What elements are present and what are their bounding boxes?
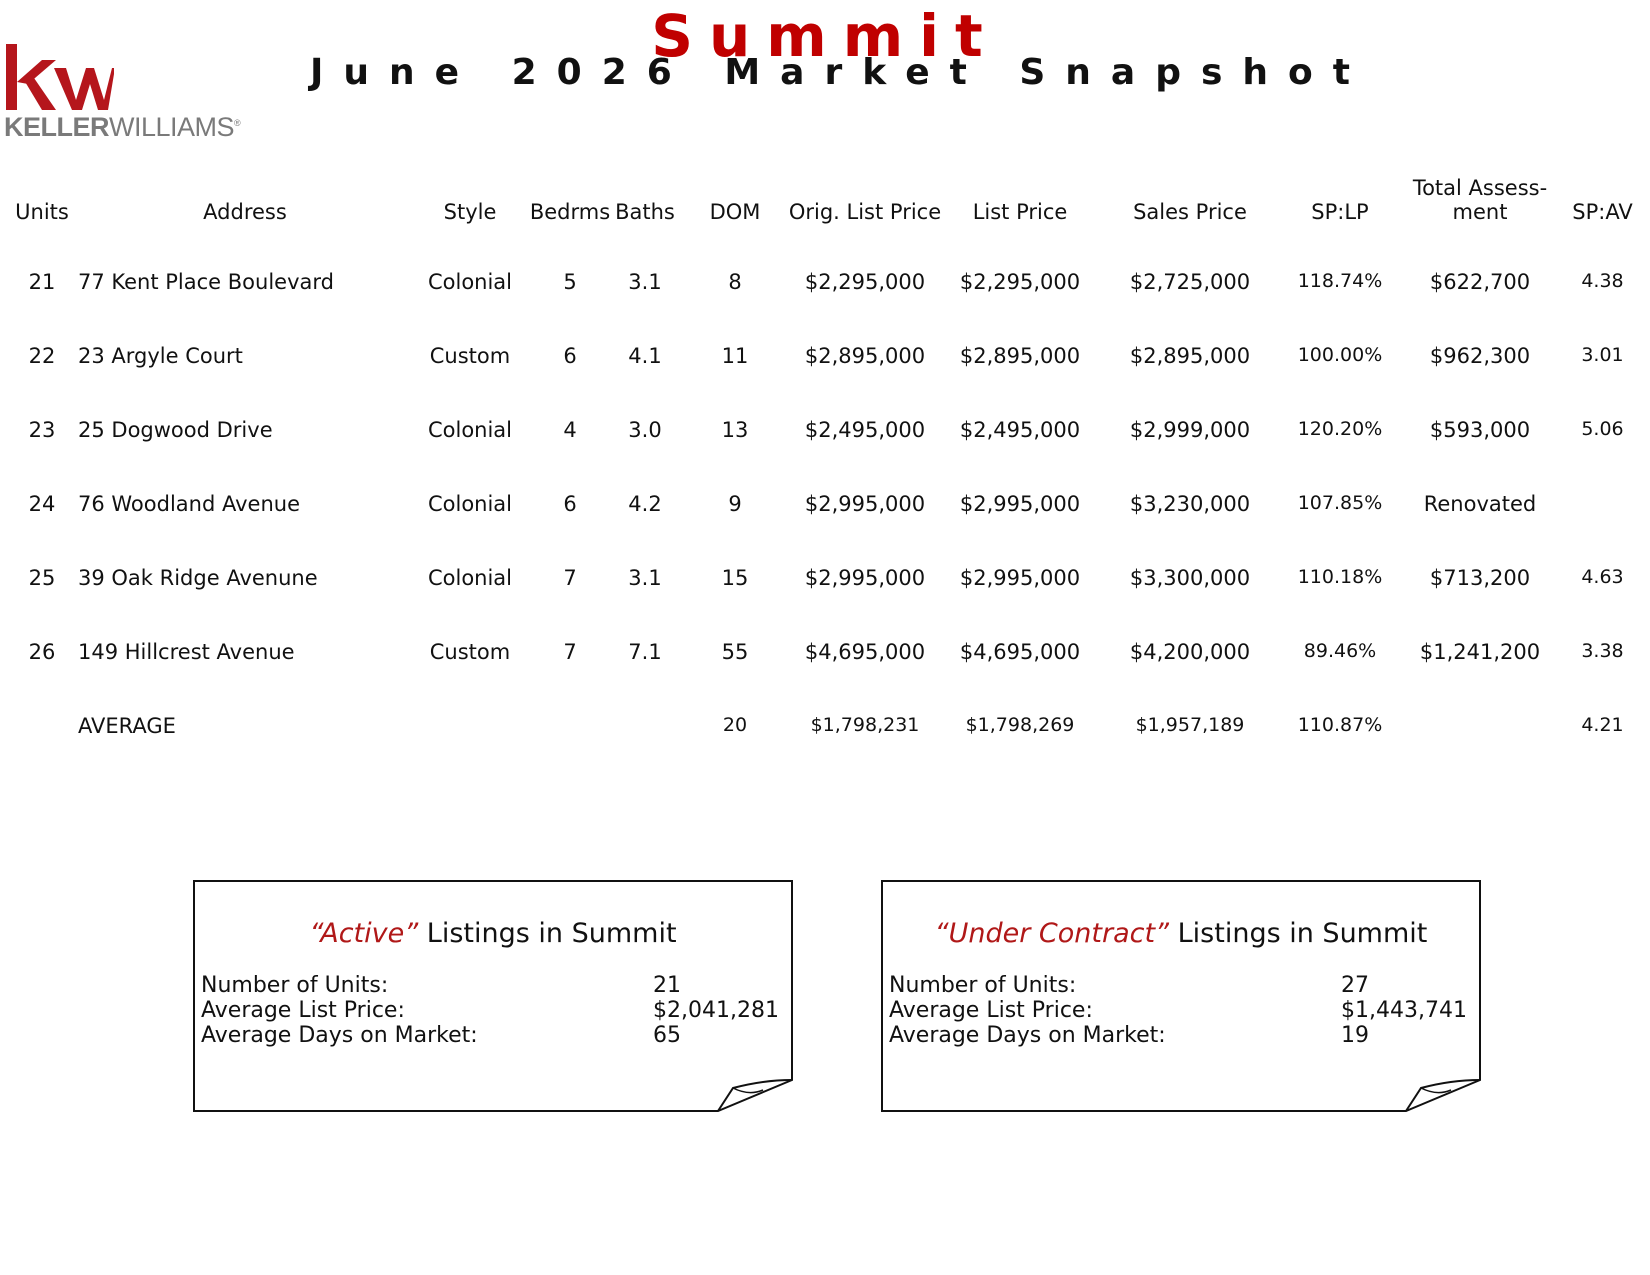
table-cell-spav: 3.38 xyxy=(1581,640,1624,662)
average-sales-price: $1,957,189 xyxy=(1135,714,1245,736)
table-cell-units: 24 xyxy=(28,492,56,516)
table-cell-style: Custom xyxy=(429,344,511,368)
table-cell-splp: 100.00% xyxy=(1297,344,1383,366)
table-cell-units: 26 xyxy=(28,640,56,664)
table-cell-dom: 9 xyxy=(728,492,742,516)
table-cell-baths: 3.1 xyxy=(628,566,662,590)
table-cell-splp: 110.18% xyxy=(1297,566,1383,588)
table-cell-address: 76 Woodland Avenue xyxy=(78,492,300,516)
col-header-assess-line2: ment xyxy=(1452,200,1508,224)
table-cell-orig-list: $2,895,000 xyxy=(804,344,926,368)
table-cell-address: 77 Kent Place Boulevard xyxy=(78,270,334,294)
contract-box-title: “Under Contract” Listings in Summit xyxy=(934,918,1428,949)
table-cell-spav: 5.06 xyxy=(1581,418,1624,440)
table-cell-sales: $4,200,000 xyxy=(1129,640,1251,664)
col-header-orig-list-price: Orig. List Price xyxy=(788,200,942,224)
table-cell-baths: 3.0 xyxy=(628,418,662,442)
table-cell-units: 25 xyxy=(28,566,56,590)
table-cell-style: Colonial xyxy=(427,418,513,442)
table-cell-spav: 3.01 xyxy=(1581,344,1624,366)
table-cell-list: $2,495,000 xyxy=(959,418,1081,442)
col-header-units: Units xyxy=(15,200,69,224)
contract-dom-value: 19 xyxy=(1341,1023,1369,1048)
table-cell-baths: 7.1 xyxy=(628,640,662,664)
contract-units-label: Number of Units: xyxy=(889,973,1077,998)
table-cell-splp: 89.46% xyxy=(1303,640,1377,662)
table-cell-dom: 15 xyxy=(721,566,749,590)
active-units-value: 21 xyxy=(653,973,681,998)
table-cell-dom: 8 xyxy=(728,270,742,294)
col-header-style: Style xyxy=(443,200,497,224)
table-cell-units: 21 xyxy=(28,270,56,294)
table-cell-bedrms: 7 xyxy=(563,640,577,664)
active-units-label: Number of Units: xyxy=(201,973,389,998)
active-price-value: $2,041,281 xyxy=(653,998,779,1023)
table-cell-spav: 4.38 xyxy=(1581,270,1624,292)
table-cell-splp: 107.85% xyxy=(1297,492,1383,514)
average-sp-av: 4.21 xyxy=(1581,714,1624,736)
table-cell-style: Custom xyxy=(429,640,511,664)
under-contract-listings-box xyxy=(881,880,1481,1112)
average-orig-list-price: $1,798,231 xyxy=(810,714,920,736)
col-header-assess-line1: Total Assess- xyxy=(1412,176,1548,200)
table-cell-spav: 4.63 xyxy=(1581,566,1624,588)
table-cell-list: $4,695,000 xyxy=(959,640,1081,664)
table-cell-orig-list: $2,995,000 xyxy=(804,492,926,516)
table-cell-assess: $622,700 xyxy=(1429,270,1531,294)
logo-wordmark: KELLERWILLIAMS® xyxy=(4,112,241,142)
table-cell-bedrms: 7 xyxy=(563,566,577,590)
table-cell-sales: $2,895,000 xyxy=(1129,344,1251,368)
table-cell-baths: 3.1 xyxy=(628,270,662,294)
page-subtitle: June 2026 Market Snapshot xyxy=(310,52,1370,93)
active-dom-label: Average Days on Market: xyxy=(201,1023,478,1048)
contract-price-label: Average List Price: xyxy=(889,998,1093,1023)
table-cell-assess: $962,300 xyxy=(1429,344,1531,368)
table-cell-sales: $3,300,000 xyxy=(1129,566,1251,590)
table-cell-address: 25 Dogwood Drive xyxy=(78,418,273,442)
active-box-title: “Active” Listings in Summit xyxy=(309,918,677,949)
table-cell-orig-list: $2,295,000 xyxy=(804,270,926,294)
table-cell-dom: 55 xyxy=(721,640,749,664)
table-cell-sales: $3,230,000 xyxy=(1129,492,1251,516)
col-header-sales-price: Sales Price xyxy=(1133,200,1247,224)
table-cell-splp: 120.20% xyxy=(1297,418,1383,440)
table-cell-address: 23 Argyle Court xyxy=(78,344,243,368)
table-cell-sales: $2,999,000 xyxy=(1129,418,1251,442)
table-cell-orig-list: $2,495,000 xyxy=(804,418,926,442)
col-header-list-price: List Price xyxy=(972,200,1068,224)
table-cell-address: 39 Oak Ridge Avenune xyxy=(78,566,318,590)
contract-dom-label: Average Days on Market: xyxy=(889,1023,1166,1048)
table-cell-baths: 4.2 xyxy=(628,492,662,516)
col-header-sp-lp: SP:LP xyxy=(1311,200,1369,224)
col-header-baths: Baths xyxy=(615,200,675,224)
average-sp-lp: 110.87% xyxy=(1297,714,1383,736)
col-header-sp-av: SP:AV xyxy=(1572,200,1633,224)
col-header-dom: DOM xyxy=(709,200,761,224)
table-cell-assess: $713,200 xyxy=(1429,566,1531,590)
table-cell-orig-list: $2,995,000 xyxy=(804,566,926,590)
table-cell-style: Colonial xyxy=(427,270,513,294)
active-dom-value: 65 xyxy=(653,1023,681,1048)
table-cell-units: 22 xyxy=(28,344,56,368)
col-header-total-assessment xyxy=(1400,176,1560,224)
average-dom: 20 xyxy=(722,714,748,736)
table-cell-assess: Renovated xyxy=(1423,492,1537,516)
table-cell-assess: $1,241,200 xyxy=(1419,640,1541,664)
table-cell-baths: 4.1 xyxy=(628,344,662,368)
page-title: Summit xyxy=(651,2,999,70)
table-cell-list: $2,895,000 xyxy=(959,344,1081,368)
table-cell-list: $2,295,000 xyxy=(959,270,1081,294)
active-listings-box xyxy=(193,880,793,1112)
table-cell-assess: $593,000 xyxy=(1429,418,1531,442)
table-cell-style: Colonial xyxy=(427,566,513,590)
table-cell-list: $2,995,000 xyxy=(959,492,1081,516)
average-list-price: $1,798,269 xyxy=(965,714,1075,736)
table-cell-orig-list: $4,695,000 xyxy=(804,640,926,664)
contract-units-value: 27 xyxy=(1341,973,1369,998)
col-header-bedrms: Bedrms xyxy=(529,200,611,224)
table-cell-address: 149 Hillcrest Avenue xyxy=(78,640,295,664)
table-cell-dom: 13 xyxy=(721,418,749,442)
table-cell-list: $2,995,000 xyxy=(959,566,1081,590)
table-cell-splp: 118.74% xyxy=(1297,270,1383,292)
average-label: AVERAGE xyxy=(78,714,176,738)
col-header-address: Address xyxy=(203,200,287,224)
contract-price-value: $1,443,741 xyxy=(1341,998,1467,1023)
table-cell-sales: $2,725,000 xyxy=(1129,270,1251,294)
table-cell-bedrms: 6 xyxy=(563,492,577,516)
table-cell-bedrms: 4 xyxy=(563,418,577,442)
table-cell-bedrms: 6 xyxy=(563,344,577,368)
table-cell-bedrms: 5 xyxy=(563,270,577,294)
table-cell-units: 23 xyxy=(28,418,56,442)
table-cell-style: Colonial xyxy=(427,492,513,516)
table-cell-dom: 11 xyxy=(721,344,749,368)
active-price-label: Average List Price: xyxy=(201,998,405,1023)
